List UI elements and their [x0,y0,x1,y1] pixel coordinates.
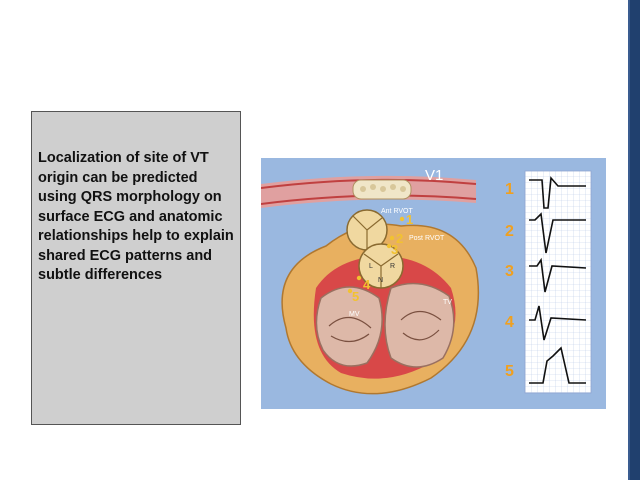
slide-accent-bar [628,0,640,480]
site-number-3: 3 [391,242,399,257]
trace-number-2: 2 [505,223,514,240]
valve-label-l: L [369,263,373,270]
tricuspid-valve [385,284,454,368]
valve-label-r: R [390,263,396,270]
valve-label-n: N [378,277,384,284]
site-number-1: 1 [406,212,414,227]
heart-ecg-figure [261,158,606,409]
site-number-5: 5 [352,289,360,304]
label-tv: TV [443,299,452,306]
label-post-rvot: Post RVOT [409,235,445,242]
trace-number-5: 5 [505,363,514,380]
trace-number-3: 3 [505,263,514,280]
lead-label-v1: V1 [425,167,444,184]
mitral-valve [316,287,382,366]
site-marker-4 [357,276,361,280]
site-marker-2 [390,236,394,240]
site-number-4: 4 [363,277,371,292]
text-panel [31,111,241,425]
body-text: Localization of site of VT origin can be predicted using QRS morphology on surface ECG and anatomic relationships help to explain shared ECG patterns and subtle differences [38,150,234,283]
trace-number-4: 4 [505,314,514,331]
label-mv: MV [349,311,360,318]
site-number-2: 2 [396,231,404,246]
site-marker-1 [400,217,404,221]
trace-number-1: 1 [505,181,514,198]
label-ant-rvot: Ant RVOT [381,208,413,215]
